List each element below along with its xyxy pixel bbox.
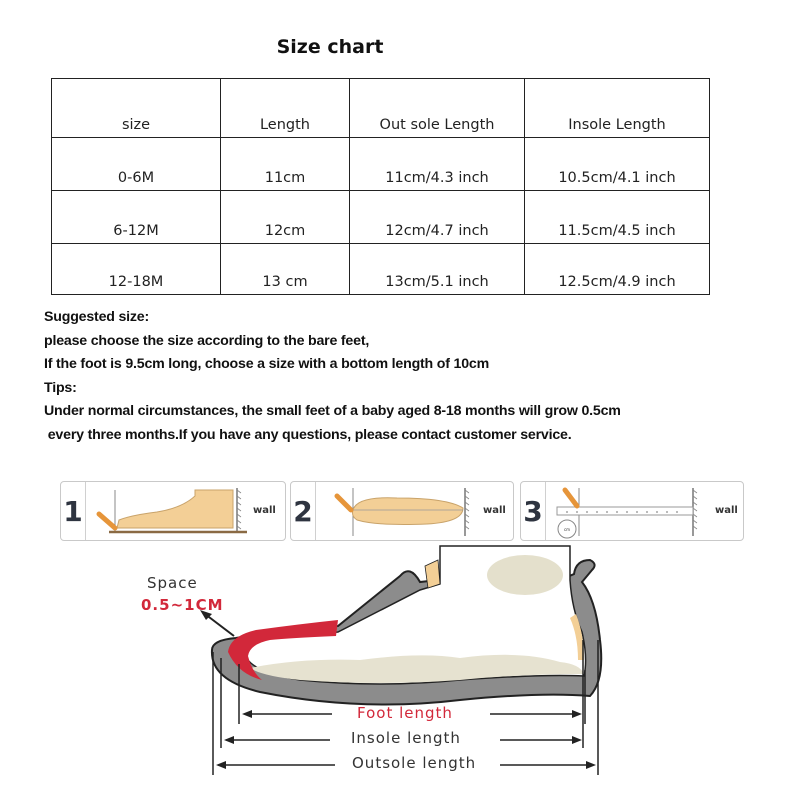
size-notes bbox=[44, 306, 621, 447]
space-label: Space bbox=[147, 574, 198, 592]
suggested-size-line: If the foot is 9.5cm long, choose a size with a bottom length of 10cm bbox=[44, 356, 489, 372]
cell-outsole: 12cm/4.7 inch bbox=[350, 191, 525, 244]
table-row bbox=[52, 191, 710, 244]
cell-length: 13 cm bbox=[221, 244, 350, 295]
cell-size: 0-6M bbox=[52, 138, 221, 191]
wall-label: wall bbox=[253, 505, 276, 516]
step-2-panel bbox=[290, 481, 514, 541]
step-3-panel bbox=[520, 481, 744, 541]
cell-length: 12cm bbox=[221, 191, 350, 244]
outsole-length-label: Outsole length bbox=[352, 754, 477, 772]
cell-outsole: 11cm/4.3 inch bbox=[350, 138, 525, 191]
table-row bbox=[52, 138, 710, 191]
step-number: 1 bbox=[61, 482, 86, 540]
tips-heading: Tips: bbox=[44, 379, 77, 396]
ruler-measure-icon bbox=[547, 482, 717, 540]
foot-length-label: Foot length bbox=[357, 704, 453, 722]
table-header-row bbox=[52, 79, 710, 138]
cell-length: 11cm bbox=[221, 138, 350, 191]
tips-line: every three months.If you have any questions, please contact customer service. bbox=[44, 426, 572, 443]
tips-line: Under normal circumstances, the small feet of a baby aged 8-18 months will grow 0.5cm bbox=[44, 403, 621, 419]
cell-size: 12-18M bbox=[52, 244, 221, 295]
cell-outsole: 13cm/5.1 inch bbox=[350, 244, 525, 295]
header-size: size bbox=[52, 79, 221, 138]
suggested-size-heading: Suggested size: bbox=[44, 309, 150, 325]
page-title: Size chart bbox=[276, 36, 384, 58]
step-number: 3 bbox=[521, 482, 546, 540]
header-length: Length bbox=[221, 79, 350, 138]
step-number: 2 bbox=[291, 482, 316, 540]
cell-insole: 11.5cm/4.5 inch bbox=[525, 191, 710, 244]
foot-on-floor-icon bbox=[87, 482, 257, 540]
svg-text:cm: cm bbox=[563, 527, 571, 532]
cell-insole: 10.5cm/4.1 inch bbox=[525, 138, 710, 191]
insole-length-label: Insole length bbox=[351, 729, 461, 747]
suggested-size-line: please choose the size according to the bare feet, bbox=[44, 332, 370, 349]
shoe-measurement-diagram bbox=[0, 540, 800, 800]
cell-size: 6-12M bbox=[52, 191, 221, 244]
table-row bbox=[52, 244, 710, 295]
step-1-panel bbox=[60, 481, 286, 541]
wall-label: wall bbox=[483, 505, 506, 516]
header-outsole-length: Out sole Length bbox=[350, 79, 525, 138]
header-insole-length: Insole Length bbox=[525, 79, 710, 138]
wall-label: wall bbox=[715, 505, 738, 516]
space-value: 0.5~1CM bbox=[141, 596, 224, 614]
cell-insole: 12.5cm/4.9 inch bbox=[525, 244, 710, 295]
size-chart-table bbox=[51, 78, 710, 295]
foot-outline-icon bbox=[317, 482, 487, 540]
